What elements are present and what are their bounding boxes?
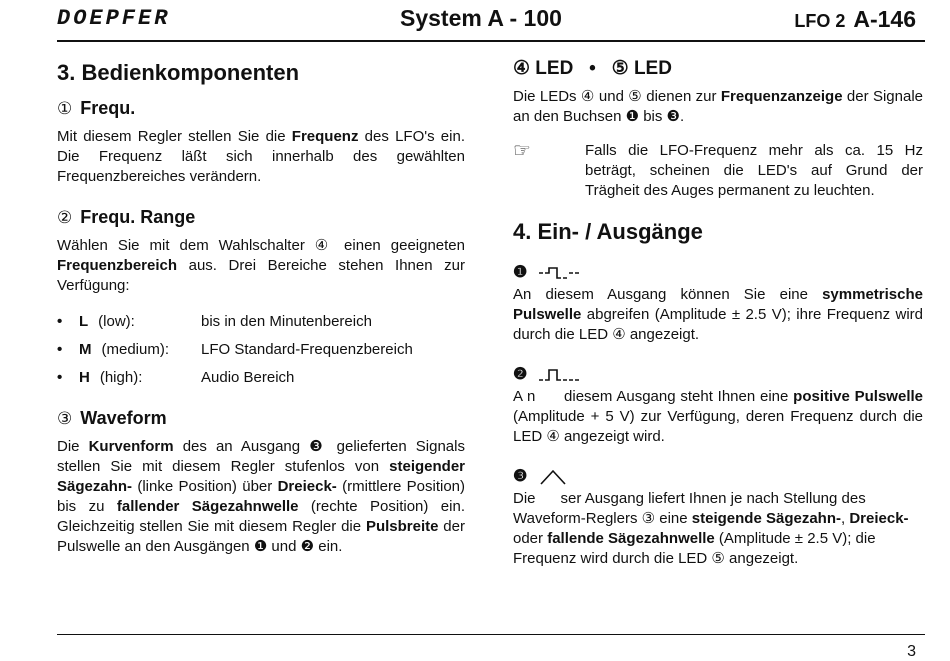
range-key-letter: H (79, 369, 90, 386)
module-code: A-146 (853, 6, 916, 32)
output-2-text (513, 387, 928, 447)
output-3-block (513, 465, 923, 569)
output-3-head (513, 465, 923, 489)
output-1-block (513, 261, 923, 345)
wf-b4: fallender Sägezahnwelle (116, 498, 299, 515)
section-4-title: 4. Ein- / Ausgänge (513, 219, 703, 244)
wf-b5: Pulsbreite (365, 518, 439, 535)
out3-t2: , (840, 510, 850, 527)
doepfer-logo: DOEPFER (57, 6, 171, 31)
wf-b3: Dreieck- (277, 478, 337, 495)
wf-t3: (linke Position) über (132, 478, 278, 495)
out3-t4: (Amplitude ± 2.5 V); die Frequenz wird durch die LED ⑤ angezeigt. (513, 530, 880, 567)
freq-block (57, 96, 465, 187)
system-title: System A - 100 (400, 5, 562, 31)
out1-t1: An diesem Ausgang können Sie eine (513, 286, 823, 303)
led-heading: ④ LED • ⑤ LED (513, 58, 672, 79)
out3-b3: fallende Sägezahnwelle (547, 530, 715, 547)
freq-text-bold: Frequenz (291, 128, 359, 145)
range-desc: bis in den Minutenbereich (201, 313, 372, 330)
output-1-number: ❶ (513, 264, 528, 281)
range-block (57, 205, 465, 392)
range-text (57, 236, 465, 296)
range-key-paren: (high): (99, 369, 143, 386)
output-2-block (513, 363, 928, 447)
triangle-wave-icon (539, 468, 569, 486)
section-3-title: 3. Bedienkomponenten (57, 60, 300, 85)
range-heading (57, 205, 465, 230)
out3-t1: Die ser Ausgang liefert Ihnen je nach Stellung des Waveform-Reglers ③ eine (513, 490, 870, 527)
waveform-block (57, 406, 465, 557)
range-number: ② (57, 208, 73, 227)
led-text-a: Die LEDs ④ und ⑤ dienen zur (513, 88, 721, 105)
out3-b2: Dreieck- (849, 510, 909, 527)
list-item (57, 364, 465, 392)
led-text-bold: Frequenzanzeige (720, 88, 843, 105)
range-key-letter: M (79, 341, 92, 358)
freq-number: ① (57, 99, 73, 118)
page-number: 3 (907, 643, 916, 660)
wf-t1: Die (57, 438, 89, 455)
module-title (794, 6, 916, 33)
wf-t6: der Pulswelle an den Ausgängen ❶ und ❷ ein. (57, 518, 465, 555)
range-key-paren: (medium): (101, 341, 170, 358)
range-list (57, 308, 465, 392)
range-text-a: Wählen Sie mit dem Wahlschalter ④ einen geeigneten (57, 237, 465, 254)
range-key-paren: (low): (98, 313, 135, 330)
list-item (57, 336, 465, 364)
out3-b1: steigende Sägezahn- (691, 510, 841, 527)
list-item (57, 308, 465, 336)
output-2-head (513, 363, 923, 387)
left-column (57, 52, 465, 575)
bullet: • (57, 313, 63, 330)
output-2-number: ❷ (513, 366, 528, 383)
output-1-head (513, 261, 923, 285)
footer-rule (57, 634, 925, 635)
range-desc: LFO Standard-Frequenzbereich (201, 341, 413, 358)
range-key (79, 368, 201, 388)
freq-text-b: des LFO's ein. Die Frequenz läßt sich innerhalb des gewählten Frequenzbereiches verändern. (57, 128, 465, 185)
range-key (79, 312, 201, 332)
out2-t1: A n diesem Ausgang steht Ihnen eine (513, 388, 794, 405)
wf-b1: Kurvenform (88, 438, 174, 455)
range-key (79, 340, 201, 360)
wf-b2: steigender Sägezahn- (57, 458, 465, 495)
output-3-text (513, 489, 923, 569)
freq-heading (57, 96, 465, 121)
right-column (513, 52, 928, 587)
out2-b1: positive Pulswelle (793, 388, 923, 405)
out3-t3: oder (513, 510, 913, 547)
bullet: • (57, 341, 63, 358)
range-text-bold: Frequenzbereich (57, 257, 178, 274)
bullet: • (57, 369, 63, 386)
waveform-heading (57, 406, 465, 431)
led-text-b: der Signale an den Buchsen ❶ bis ❸. (513, 88, 923, 125)
output-1-text (513, 285, 923, 345)
freq-text-a: Mit diesem Regler stellen Sie die (57, 128, 292, 145)
waveform-number: ③ (57, 409, 73, 428)
out1-t2: abgreifen (Amplitude ± 2.5 V); ihre Frequenz wird durch die LED ④ angezeigt. (513, 306, 923, 343)
range-text-b: aus. Drei Bereiche stehen Ihnen zur Verfügung: (57, 257, 465, 294)
freq-title: Frequ. (80, 98, 136, 118)
range-title: Frequ. Range (80, 207, 196, 227)
waveform-text (57, 437, 465, 557)
range-key-letter: L (79, 313, 89, 330)
output-3-number: ❸ (513, 468, 528, 485)
note-text: Falls die LFO-Frequenz mehr als ca. 15 Hz beträgt, scheinen die LED's auf Grund der Trägheit des Auges permanent zu leuchten. (585, 142, 923, 199)
wf-t4: (rmittlere Position) bis zu (57, 478, 465, 515)
pointing-hand-icon: ☞ (513, 140, 531, 162)
header-rule (57, 40, 925, 42)
wf-t5: (rechte Position) ein. Gleichzeitig stellen Sie mit diesem Regler die (57, 498, 465, 535)
led-text (513, 87, 923, 127)
square-wave-icon (539, 266, 579, 280)
freq-text (57, 127, 465, 187)
waveform-title: Waveform (80, 408, 167, 428)
positive-pulse-icon (539, 367, 579, 383)
out2-t2: (Amplitude + 5 V) zur Verfügung, deren Frequenz durch die LED ④ angezeigt wird. (513, 388, 928, 445)
range-desc: Audio Bereich (201, 369, 295, 386)
out1-b1: symmetrische Pulswelle (513, 286, 923, 323)
module-name: LFO 2 (794, 11, 846, 31)
wf-t2: des an Ausgang ❸ gelieferten Signals stellen Sie mit diesem Regler stufenlos von (57, 438, 465, 475)
note-block (513, 141, 923, 201)
